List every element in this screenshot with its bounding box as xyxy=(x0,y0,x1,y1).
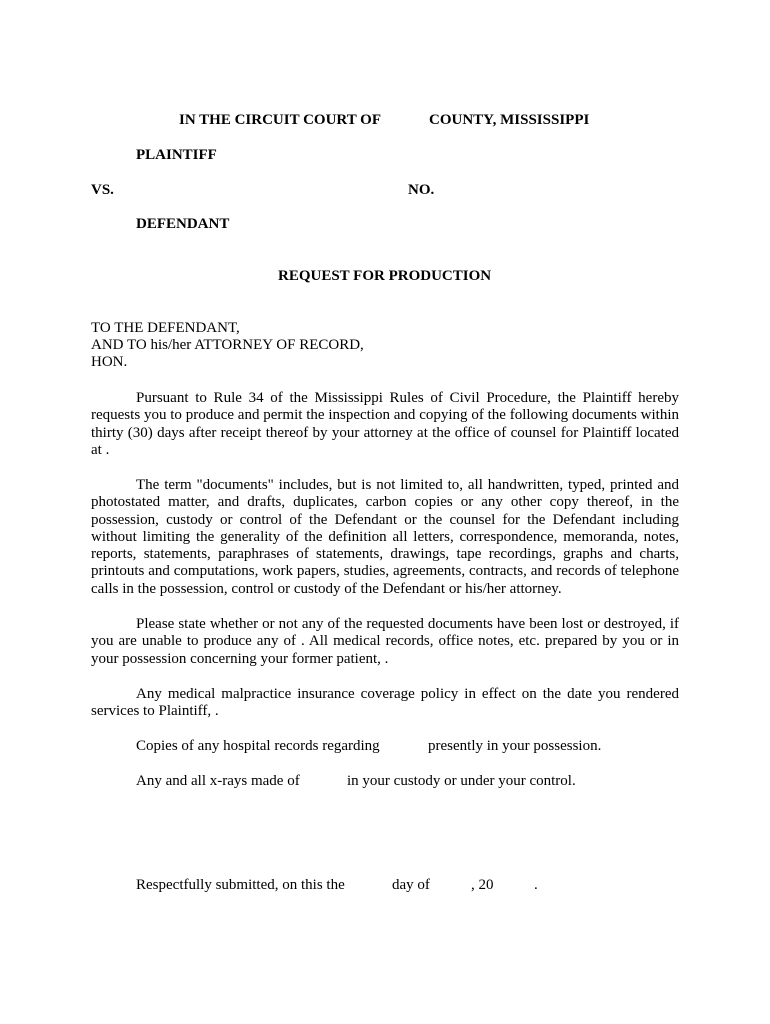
paragraph-insurance-text: Any medical malpractice insurance coverage policy in effect on the date you rendered services to Plaintiff, . xyxy=(91,686,679,720)
paragraph-lost-documents xyxy=(91,616,679,668)
document-title: REQUEST FOR PRODUCTION xyxy=(278,268,492,284)
address-line-3: HON. xyxy=(91,354,128,371)
address-line-2: AND TO his/her ATTORNEY OF RECORD, xyxy=(91,337,364,354)
paragraph-rule-34-text: Pursuant to Rule 34 of the Mississippi Rules of Civil Procedure, the Plaintiff hereby requests you to produce and permit the inspection and copying of the following documents within thirty (30) days after receipt thereof by your attorney at the office of counsel for Plaintiff located at . xyxy=(91,390,679,458)
plaintiff-label: PLAINTIFF xyxy=(136,147,217,163)
hospital-records-prefix: Copies of any hospital records regarding xyxy=(136,738,380,754)
paragraph-insurance xyxy=(91,686,679,721)
year-prefix-text: , 20 xyxy=(471,877,494,893)
court-name-prefix: IN THE CIRCUIT COURT OF xyxy=(179,112,382,128)
xrays-suffix: in your custody or under your control. xyxy=(347,773,576,789)
hospital-records-suffix: presently in your possession. xyxy=(428,738,602,754)
court-county-suffix: COUNTY, MISSISSIPPI xyxy=(429,112,590,128)
case-number-label: NO. xyxy=(408,182,435,198)
xrays-prefix: Any and all x-rays made of xyxy=(136,773,300,789)
paragraph-rule-34 xyxy=(91,390,679,459)
paragraph-documents-definition xyxy=(91,477,679,598)
defendant-label: DEFENDANT xyxy=(136,216,230,232)
paragraph-documents-definition-text: The term "documents" includes, but is not limited to, all handwritten, typed, printed and photostated matter, and drafts, duplicates, carbon copies or any other copy thereof, in the possession, custody or control of the Defendant or the counsel for the Defendant including without limiting the generality of the definition all letters, correspondence, memoranda, notes, reports, statements, paraphrases of statements, drawings, tape recordings, graphs and charts, printouts and computations, work papers, studies, agreements, contracts, and records of telephone calls in the possession, control or custody of the Defendant or his/her attorney. xyxy=(91,477,679,597)
address-block xyxy=(91,320,364,372)
paragraph-lost-documents-text: Please state whether or not any of the requested documents have been lost or destroyed, if you are unable to produce any of . All medical records, office notes, etc. prepared by you or in your possession concerning your former patient, . xyxy=(91,616,679,667)
versus-label: VS. xyxy=(91,182,114,198)
submitted-text: Respectfully submitted, on this the xyxy=(136,877,345,893)
address-line-1: TO THE DEFENDANT, xyxy=(91,320,240,336)
day-of-text: day of xyxy=(392,877,430,893)
signature-period: . xyxy=(534,877,538,893)
